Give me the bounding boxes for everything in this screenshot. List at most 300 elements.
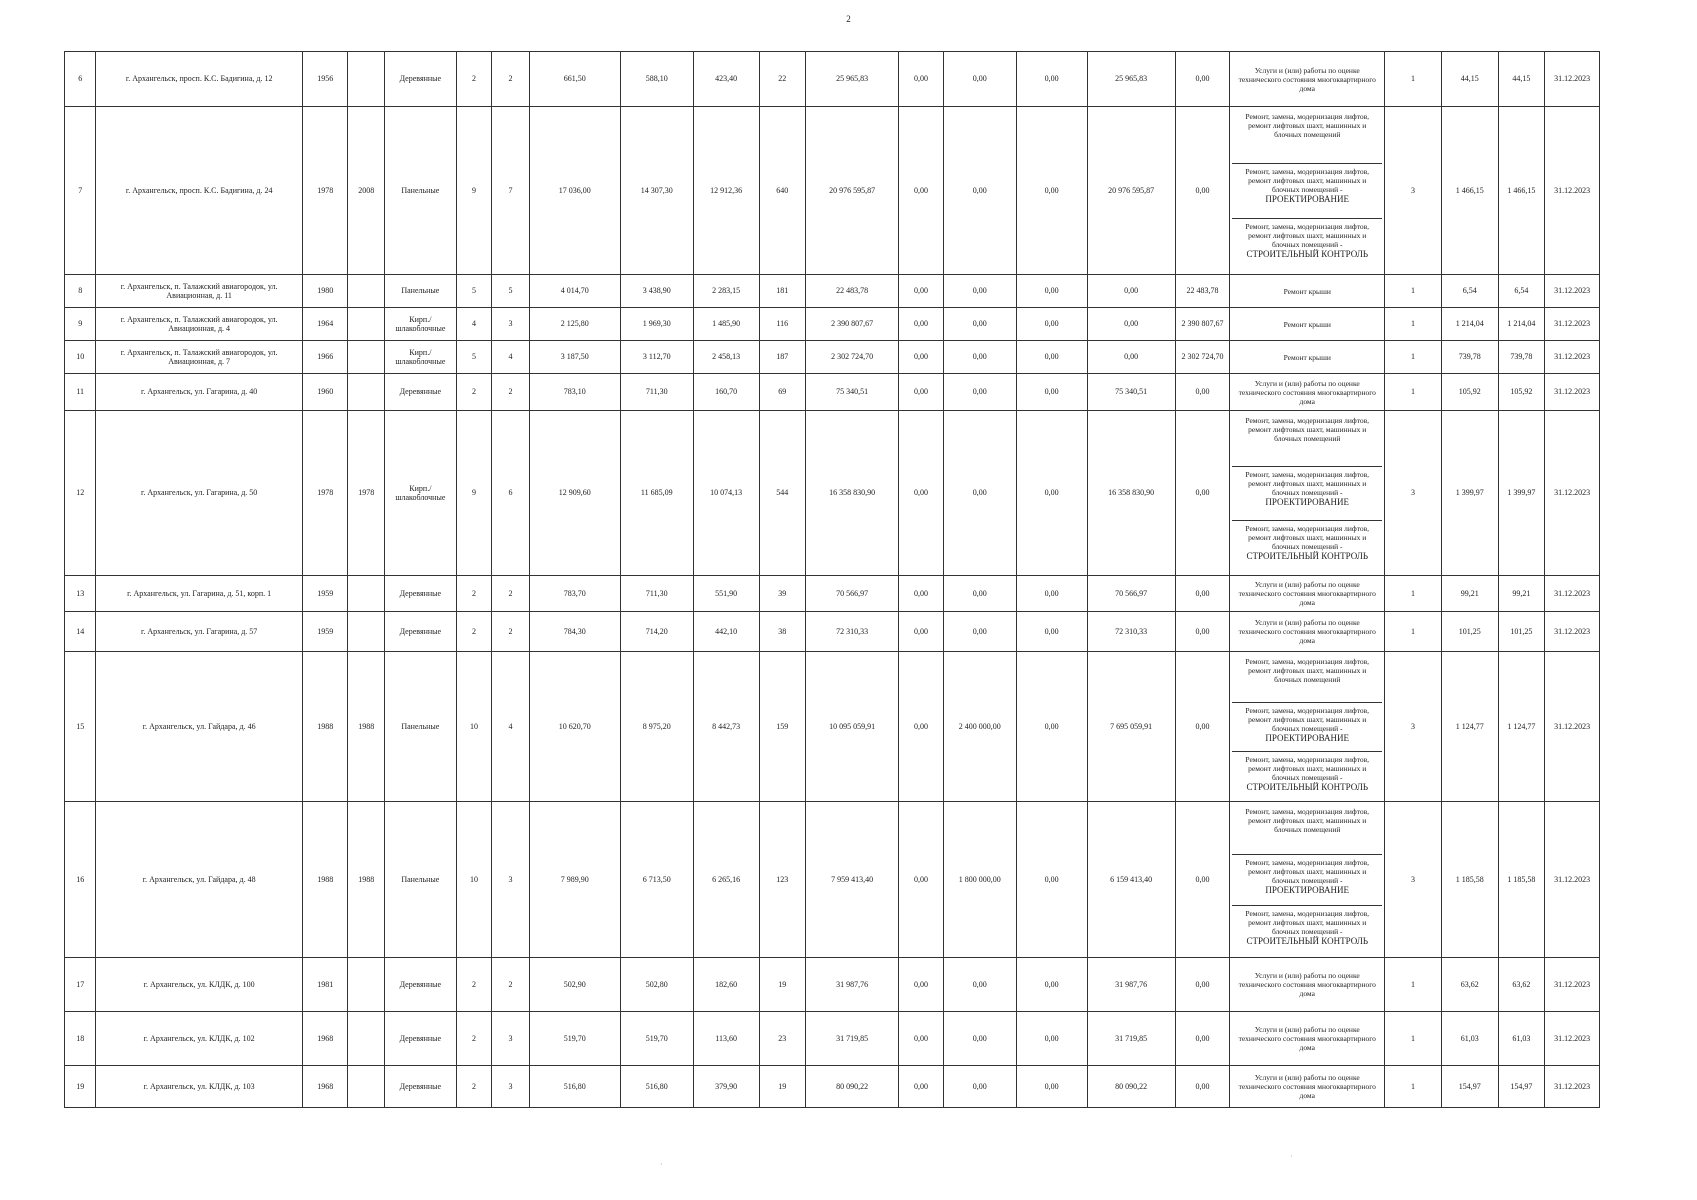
cell-a2: 711,30 (620, 374, 693, 411)
cell-f4: 0,00 (1087, 308, 1175, 341)
cell-total: 70 566,97 (806, 576, 899, 612)
cell-fl: 10 (456, 802, 491, 958)
work-item: Ремонт, замена, модернизация лифтов, ремонт лифтовых шахт, машинных и блочных помещений (1232, 654, 1382, 703)
cell-f2: 0,00 (943, 958, 1016, 1012)
cell-y1: 1964 (302, 308, 348, 341)
cell-f2: 0,00 (943, 411, 1016, 576)
work-item-caption: ПРОЕКТИРОВАНИЕ (1265, 884, 1350, 895)
cell-a2: 516,80 (620, 1066, 693, 1108)
cell-c2: 1 214,04 (1498, 308, 1545, 341)
cell-date: 31.12.2023 (1545, 576, 1600, 612)
cell-f2: 0,00 (943, 1012, 1016, 1066)
cell-en: 2 (492, 612, 529, 652)
work-item-caption: ПРОЕКТИРОВАНИЕ (1265, 732, 1350, 743)
cell-f1: 0,00 (899, 1012, 944, 1066)
cell-total: 72 310,33 (806, 612, 899, 652)
cell-a1: 783,10 (529, 374, 620, 411)
cell-f2: 0,00 (943, 341, 1016, 374)
cell-addr: г. Архангельск, ул. Гайдара, д. 46 (96, 652, 303, 802)
cell-n: 13 (65, 576, 96, 612)
work-item-text: Ремонт, замена, модернизация лифтов, ремонт лифтовых шахт, машинных и блочных помещений - (1245, 908, 1370, 936)
cell-f2: 2 400 000,00 (943, 652, 1016, 802)
cell-f3: 0,00 (1016, 1066, 1087, 1108)
cell-cnt: 3 (1385, 802, 1442, 958)
cell-mat: Деревянные (384, 52, 456, 107)
cell-y2 (348, 52, 384, 107)
cell-a3: 113,60 (693, 1012, 759, 1066)
cell-f5: 2 390 807,67 (1175, 308, 1230, 341)
cell-y1: 1960 (302, 374, 348, 411)
cell-cnt: 1 (1385, 374, 1442, 411)
cell-f2: 0,00 (943, 308, 1016, 341)
work-item (1232, 467, 1382, 521)
cell-date: 31.12.2023 (1545, 374, 1600, 411)
cell-addr: г. Архангельск, просп. К.С. Бадигина, д. 24 (96, 107, 303, 275)
work-item (1232, 219, 1382, 273)
table-row (65, 308, 1600, 341)
cell-mat: Панельные (384, 652, 456, 802)
cell-a2: 588,10 (620, 52, 693, 107)
cell-a3: 182,60 (693, 958, 759, 1012)
cell-total: 25 965,83 (806, 52, 899, 107)
cell-date: 31.12.2023 (1545, 308, 1600, 341)
cell-mat: Кирп./ шлакоблочные (384, 341, 456, 374)
cell-c2: 44,15 (1498, 52, 1545, 107)
cell-cnt: 3 (1385, 411, 1442, 576)
cell-works (1230, 612, 1385, 652)
work-item: Услуги и (или) работы по оценке технического состояния многоквартирного дома (1238, 618, 1376, 645)
cell-y2 (348, 958, 384, 1012)
cell-res: 19 (759, 1066, 806, 1108)
cell-fl: 5 (456, 341, 491, 374)
cell-mat: Деревянные (384, 958, 456, 1012)
cell-en: 3 (492, 308, 529, 341)
cell-y1: 1968 (302, 1012, 348, 1066)
cell-f1: 0,00 (899, 802, 944, 958)
cell-n: 11 (65, 374, 96, 411)
cell-cnt: 1 (1385, 958, 1442, 1012)
table-row (65, 1066, 1600, 1108)
cell-f2: 0,00 (943, 612, 1016, 652)
table-row (65, 374, 1600, 411)
work-item-caption: СТРОИТЕЛЬНЫЙ КОНТРОЛЬ (1246, 248, 1369, 259)
cell-c1: 1 124,77 (1441, 652, 1498, 802)
work-item-text: Ремонт, замена, модернизация лифтов, ремонт лифтовых шахт, машинных и блочных помещений - (1245, 523, 1370, 551)
cell-n: 7 (65, 107, 96, 275)
cell-total: 75 340,51 (806, 374, 899, 411)
work-item: Ремонт крыши (1283, 352, 1331, 362)
cell-date: 31.12.2023 (1545, 341, 1600, 374)
cell-y2 (348, 1012, 384, 1066)
cell-f4: 0,00 (1087, 341, 1175, 374)
cell-date: 31.12.2023 (1545, 802, 1600, 958)
cell-f4: 75 340,51 (1087, 374, 1175, 411)
cell-c1: 154,97 (1441, 1066, 1498, 1108)
cell-f3: 0,00 (1016, 1012, 1087, 1066)
cell-addr: г. Архангельск, ул. Гагарина, д. 50 (96, 411, 303, 576)
cell-f3: 0,00 (1016, 612, 1087, 652)
work-item: Услуги и (или) работы по оценке технического состояния многоквартирного дома (1238, 971, 1376, 998)
cell-works (1230, 652, 1385, 802)
cell-a2: 8 975,20 (620, 652, 693, 802)
cell-res: 187 (759, 341, 806, 374)
cell-f2: 0,00 (943, 1066, 1016, 1108)
cell-c1: 1 185,58 (1441, 802, 1498, 958)
cell-f5: 0,00 (1175, 1012, 1230, 1066)
cell-works (1230, 374, 1385, 411)
cell-f3: 0,00 (1016, 374, 1087, 411)
cell-cnt: 3 (1385, 652, 1442, 802)
table-body (65, 52, 1600, 1108)
work-item: Ремонт, замена, модернизация лифтов, ремонт лифтовых шахт, машинных и блочных помещений (1232, 109, 1382, 164)
cell-a3: 423,40 (693, 52, 759, 107)
cell-n: 9 (65, 308, 96, 341)
cell-a1: 4 014,70 (529, 275, 620, 308)
work-item: Услуги и (или) работы по оценке технического состояния многоквартирного дома (1238, 580, 1376, 607)
cell-a2: 711,30 (620, 576, 693, 612)
cell-res: 38 (759, 612, 806, 652)
cell-y1: 1981 (302, 958, 348, 1012)
cell-mat: Кирп./ шлакоблочные (384, 411, 456, 576)
cell-a3: 2 283,15 (693, 275, 759, 308)
cell-fl: 2 (456, 52, 491, 107)
cell-f5: 0,00 (1175, 107, 1230, 275)
cell-a2: 6 713,50 (620, 802, 693, 958)
cell-works (1230, 576, 1385, 612)
cell-f3: 0,00 (1016, 576, 1087, 612)
cell-n: 15 (65, 652, 96, 802)
cell-addr: г. Архангельск, ул. Гагарина, д. 51, корп. 1 (96, 576, 303, 612)
cell-en: 6 (492, 411, 529, 576)
cell-f2: 0,00 (943, 107, 1016, 275)
cell-res: 22 (759, 52, 806, 107)
cell-y1: 1959 (302, 576, 348, 612)
cell-y2: 1978 (348, 411, 384, 576)
cell-c2: 1 124,77 (1498, 652, 1545, 802)
cell-f3: 0,00 (1016, 652, 1087, 802)
cell-cnt: 1 (1385, 1066, 1442, 1108)
cell-a1: 783,70 (529, 576, 620, 612)
cell-fl: 2 (456, 1012, 491, 1066)
cell-f1: 0,00 (899, 341, 944, 374)
cell-res: 640 (759, 107, 806, 275)
cell-y2 (348, 576, 384, 612)
cell-works (1230, 52, 1385, 107)
cell-f1: 0,00 (899, 52, 944, 107)
cell-a1: 10 620,70 (529, 652, 620, 802)
cell-f2: 0,00 (943, 576, 1016, 612)
cell-f1: 0,00 (899, 612, 944, 652)
work-item-caption: СТРОИТЕЛЬНЫЙ КОНТРОЛЬ (1246, 935, 1369, 946)
cell-date: 31.12.2023 (1545, 275, 1600, 308)
scan-dot: · (1290, 1152, 1293, 1161)
cell-c1: 101,25 (1441, 612, 1498, 652)
cell-a1: 661,50 (529, 52, 620, 107)
cell-c1: 1 466,15 (1441, 107, 1498, 275)
cell-f3: 0,00 (1016, 411, 1087, 576)
cell-f4: 16 358 830,90 (1087, 411, 1175, 576)
cell-date: 31.12.2023 (1545, 52, 1600, 107)
cell-date: 31.12.2023 (1545, 1012, 1600, 1066)
table-row (65, 1012, 1600, 1066)
cell-c1: 99,21 (1441, 576, 1498, 612)
cell-a2: 1 969,30 (620, 308, 693, 341)
cell-c1: 63,62 (1441, 958, 1498, 1012)
cell-y2: 2008 (348, 107, 384, 275)
cell-n: 12 (65, 411, 96, 576)
cell-date: 31.12.2023 (1545, 1066, 1600, 1108)
cell-total: 31 719,85 (806, 1012, 899, 1066)
cell-fl: 5 (456, 275, 491, 308)
cell-y1: 1988 (302, 802, 348, 958)
cell-total: 80 090,22 (806, 1066, 899, 1108)
cell-fl: 9 (456, 411, 491, 576)
cell-fl: 2 (456, 1066, 491, 1108)
cell-f4: 25 965,83 (1087, 52, 1175, 107)
cell-en: 2 (492, 576, 529, 612)
cell-c1: 1 399,97 (1441, 411, 1498, 576)
cell-n: 17 (65, 958, 96, 1012)
cell-addr: г. Архангельск, п. Талажский авиагородок, ул. Авиационная, д. 11 (96, 275, 303, 308)
cell-en: 3 (492, 1012, 529, 1066)
cell-mat: Деревянные (384, 1012, 456, 1066)
cell-a1: 3 187,50 (529, 341, 620, 374)
cell-a1: 7 989,90 (529, 802, 620, 958)
cell-fl: 4 (456, 308, 491, 341)
cell-f1: 0,00 (899, 107, 944, 275)
work-item: Услуги и (или) работы по оценке технического состояния многоквартирного дома (1238, 1073, 1376, 1100)
cell-date: 31.12.2023 (1545, 612, 1600, 652)
work-item-caption: ПРОЕКТИРОВАНИЕ (1265, 193, 1350, 204)
cell-works (1230, 1066, 1385, 1108)
cell-fl: 2 (456, 576, 491, 612)
cell-en: 2 (492, 958, 529, 1012)
cell-cnt: 1 (1385, 52, 1442, 107)
table-row (65, 958, 1600, 1012)
cell-f4: 0,00 (1087, 275, 1175, 308)
table-row (65, 341, 1600, 374)
table-row (65, 52, 1600, 107)
cell-f1: 0,00 (899, 275, 944, 308)
cell-f1: 0,00 (899, 652, 944, 802)
table-row (65, 107, 1600, 275)
work-item-text: Ремонт, замена, модернизация лифтов, ремонт лифтовых шахт, машинных и блочных помещений - (1245, 221, 1370, 249)
cell-mat: Деревянные (384, 612, 456, 652)
cell-c2: 1 466,15 (1498, 107, 1545, 275)
work-item-text: Ремонт, замена, модернизация лифтов, ремонт лифтовых шахт, машинных и блочных помещений - (1245, 857, 1370, 885)
cell-a3: 2 458,13 (693, 341, 759, 374)
cell-y1: 1988 (302, 652, 348, 802)
cell-works (1230, 107, 1385, 275)
cell-res: 39 (759, 576, 806, 612)
cell-y2 (348, 612, 384, 652)
cell-f5: 0,00 (1175, 1066, 1230, 1108)
cell-a1: 12 909,60 (529, 411, 620, 576)
cell-a3: 8 442,73 (693, 652, 759, 802)
cell-n: 8 (65, 275, 96, 308)
cell-y1: 1956 (302, 52, 348, 107)
cell-f3: 0,00 (1016, 341, 1087, 374)
cell-n: 18 (65, 1012, 96, 1066)
work-item-caption: ПРОЕКТИРОВАНИЕ (1265, 496, 1350, 507)
cell-y1: 1959 (302, 612, 348, 652)
cell-c1: 739,78 (1441, 341, 1498, 374)
cell-f2: 0,00 (943, 52, 1016, 107)
table-row (65, 275, 1600, 308)
cell-total: 2 302 724,70 (806, 341, 899, 374)
work-item (1232, 855, 1382, 906)
work-item-text: Ремонт, замена, модернизация лифтов, ремонт лифтовых шахт, машинных и блочных помещений - (1245, 166, 1370, 194)
cell-f3: 0,00 (1016, 308, 1087, 341)
cell-y1: 1978 (302, 411, 348, 576)
cell-a1: 519,70 (529, 1012, 620, 1066)
work-item (1232, 703, 1382, 752)
cell-res: 181 (759, 275, 806, 308)
cell-f5: 0,00 (1175, 52, 1230, 107)
cell-c1: 6,54 (1441, 275, 1498, 308)
cell-f2: 1 800 000,00 (943, 802, 1016, 958)
work-item: Ремонт крыши (1283, 286, 1331, 296)
cell-total: 2 390 807,67 (806, 308, 899, 341)
cell-res: 19 (759, 958, 806, 1012)
page-number: 2 (846, 14, 851, 24)
cell-total: 7 959 413,40 (806, 802, 899, 958)
cell-y2: 1988 (348, 802, 384, 958)
work-item-caption: СТРОИТЕЛЬНЫЙ КОНТРОЛЬ (1246, 550, 1369, 561)
table-row (65, 576, 1600, 612)
cell-f4: 6 159 413,40 (1087, 802, 1175, 958)
cell-cnt: 1 (1385, 275, 1442, 308)
cell-a3: 551,90 (693, 576, 759, 612)
table-row (65, 652, 1600, 802)
cell-total: 10 095 059,91 (806, 652, 899, 802)
cell-res: 69 (759, 374, 806, 411)
cell-c2: 61,03 (1498, 1012, 1545, 1066)
cell-f5: 2 302 724,70 (1175, 341, 1230, 374)
cell-fl: 10 (456, 652, 491, 802)
cell-n: 19 (65, 1066, 96, 1108)
cell-en: 2 (492, 374, 529, 411)
work-item: Ремонт крыши (1283, 319, 1331, 329)
cell-y1: 1978 (302, 107, 348, 275)
cell-f1: 0,00 (899, 308, 944, 341)
cell-en: 4 (492, 341, 529, 374)
cell-f1: 0,00 (899, 576, 944, 612)
cell-fl: 9 (456, 107, 491, 275)
cell-y2 (348, 341, 384, 374)
cell-c2: 1 185,58 (1498, 802, 1545, 958)
cell-n: 10 (65, 341, 96, 374)
cell-c2: 739,78 (1498, 341, 1545, 374)
cell-en: 2 (492, 52, 529, 107)
cell-addr: г. Архангельск, п. Талажский авиагородок, ул. Авиационная, д. 4 (96, 308, 303, 341)
cell-en: 3 (492, 802, 529, 958)
cell-f4: 20 976 595,87 (1087, 107, 1175, 275)
cell-f3: 0,00 (1016, 275, 1087, 308)
work-item (1232, 752, 1382, 800)
cell-en: 3 (492, 1066, 529, 1108)
table-row (65, 612, 1600, 652)
cell-f5: 0,00 (1175, 374, 1230, 411)
cell-cnt: 1 (1385, 341, 1442, 374)
cell-a1: 784,30 (529, 612, 620, 652)
cell-a2: 3 112,70 (620, 341, 693, 374)
cell-c2: 99,21 (1498, 576, 1545, 612)
cell-n: 14 (65, 612, 96, 652)
cell-a1: 2 125,80 (529, 308, 620, 341)
cell-f3: 0,00 (1016, 107, 1087, 275)
table-row (65, 411, 1600, 576)
cell-a2: 714,20 (620, 612, 693, 652)
cell-total: 31 987,76 (806, 958, 899, 1012)
cell-fl: 2 (456, 958, 491, 1012)
work-item (1232, 906, 1382, 956)
cell-f3: 0,00 (1016, 958, 1087, 1012)
cell-f5: 0,00 (1175, 411, 1230, 576)
cell-n: 6 (65, 52, 96, 107)
cell-works (1230, 275, 1385, 308)
cell-c1: 1 214,04 (1441, 308, 1498, 341)
cell-addr: г. Архангельск, ул. КЛДК, д. 103 (96, 1066, 303, 1108)
work-item: Услуги и (или) работы по оценке технического состояния многоквартирного дома (1238, 378, 1376, 406)
cell-date: 31.12.2023 (1545, 958, 1600, 1012)
cell-c1: 44,15 (1441, 52, 1498, 107)
cell-n: 16 (65, 802, 96, 958)
cell-addr: г. Архангельск, ул. КЛДК, д. 102 (96, 1012, 303, 1066)
cell-mat: Деревянные (384, 1066, 456, 1108)
cell-mat: Кирп./ шлакоблочные (384, 308, 456, 341)
cell-res: 116 (759, 308, 806, 341)
cell-cnt: 3 (1385, 107, 1442, 275)
work-item: Ремонт, замена, модернизация лифтов, ремонт лифтовых шахт, машинных и блочных помещений (1232, 804, 1382, 855)
cell-a3: 379,90 (693, 1066, 759, 1108)
cell-y2 (348, 1066, 384, 1108)
work-item (1232, 164, 1382, 219)
cell-res: 23 (759, 1012, 806, 1066)
cell-res: 159 (759, 652, 806, 802)
cell-f5: 22 483,78 (1175, 275, 1230, 308)
cell-c2: 154,97 (1498, 1066, 1545, 1108)
cell-y1: 1968 (302, 1066, 348, 1108)
cell-fl: 2 (456, 374, 491, 411)
cell-f5: 0,00 (1175, 652, 1230, 802)
cell-y2 (348, 308, 384, 341)
cell-works (1230, 411, 1385, 576)
cell-a2: 502,80 (620, 958, 693, 1012)
cell-f1: 0,00 (899, 411, 944, 576)
cell-y2 (348, 374, 384, 411)
cell-mat: Панельные (384, 275, 456, 308)
cell-cnt: 1 (1385, 1012, 1442, 1066)
cell-a1: 17 036,00 (529, 107, 620, 275)
capital-repair-table (64, 51, 1600, 1108)
work-item-caption: СТРОИТЕЛЬНЫЙ КОНТРОЛЬ (1246, 781, 1369, 792)
cell-addr: г. Архангельск, ул. КЛДК, д. 100 (96, 958, 303, 1012)
cell-y1: 1966 (302, 341, 348, 374)
cell-f4: 7 695 059,91 (1087, 652, 1175, 802)
cell-a2: 11 685,09 (620, 411, 693, 576)
cell-works (1230, 958, 1385, 1012)
cell-f4: 31 987,76 (1087, 958, 1175, 1012)
cell-f3: 0,00 (1016, 52, 1087, 107)
cell-a2: 519,70 (620, 1012, 693, 1066)
cell-works (1230, 341, 1385, 374)
cell-c2: 6,54 (1498, 275, 1545, 308)
cell-a3: 6 265,16 (693, 802, 759, 958)
cell-cnt: 1 (1385, 576, 1442, 612)
cell-c2: 63,62 (1498, 958, 1545, 1012)
cell-a3: 12 912,36 (693, 107, 759, 275)
